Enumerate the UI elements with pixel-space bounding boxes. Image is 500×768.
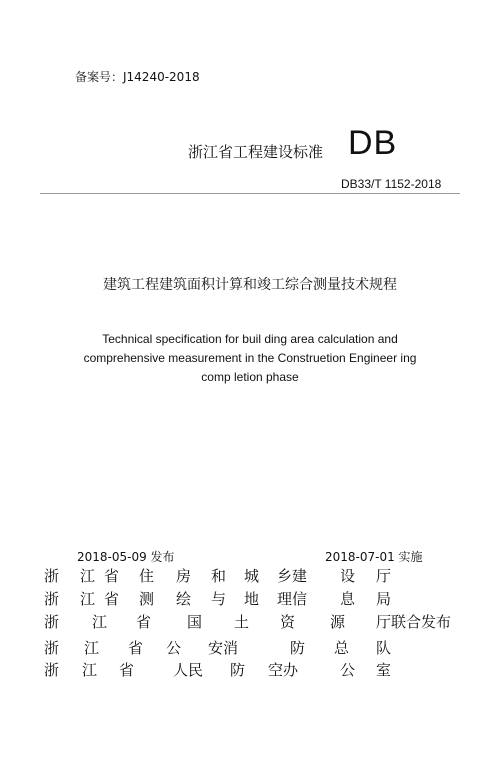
issuer-char: 土 xyxy=(234,613,250,631)
issuer-char: 浙 xyxy=(44,613,60,631)
issuer-char: 与 xyxy=(211,590,227,608)
issuer-char: 源 xyxy=(330,613,346,631)
issuer-char: 乡建 xyxy=(277,567,308,585)
issuer-char: 人民 xyxy=(173,661,204,679)
issuer-row-surveying xyxy=(44,588,464,608)
issuer-row-land xyxy=(44,611,464,631)
issuer-char: 防 xyxy=(290,639,306,657)
issuer-char: 城 xyxy=(244,567,260,585)
issuer-char: 息 xyxy=(340,590,356,608)
record-number: 备案号：J14240-2018 xyxy=(75,70,200,84)
issuer-char: 省 xyxy=(136,613,152,631)
issuer-row-civil-defense xyxy=(44,659,464,679)
issuer-char: 省 xyxy=(128,639,144,657)
issuer-char: 国 xyxy=(187,613,203,631)
title-english-line: comp letion phase xyxy=(201,370,299,384)
issuer-char: 公 xyxy=(340,661,356,679)
title-english xyxy=(40,330,460,387)
issuer-char: 防 xyxy=(230,661,246,679)
title-english-line: Technical specification for buil ding area calculation and xyxy=(102,332,398,346)
issuer-row-fire xyxy=(44,637,464,657)
title-chinese: 建筑工程建筑面积计算和竣工综合测量技术规程 xyxy=(103,277,397,293)
issuer-row-housing xyxy=(44,565,464,585)
issuer-char: 厅 xyxy=(376,567,392,585)
issue-date: 2018-05-09 发布 xyxy=(77,550,175,564)
issuer-char: 安消 xyxy=(208,639,239,657)
issuer-char: 资 xyxy=(280,613,296,631)
issuer-char: 江 xyxy=(84,639,100,657)
standard-name: 浙江省工程建设标准 xyxy=(188,143,324,161)
issuer-char: 和 xyxy=(211,567,227,585)
implementation-date: 2018-07-01 实施 xyxy=(325,550,423,564)
issuer-char: 厅联合发布 xyxy=(376,613,452,631)
issuer-char: 省 xyxy=(104,567,120,585)
standard-code: DB xyxy=(348,124,398,162)
issuer-char: 省 xyxy=(104,590,120,608)
issuer-char: 绘 xyxy=(176,590,192,608)
issuer-char: 空办 xyxy=(268,661,299,679)
issuer-char: 住 xyxy=(139,567,155,585)
issuer-char: 浙 xyxy=(44,661,60,679)
issuer-char: 江 xyxy=(92,613,108,631)
issuer-char: 地 xyxy=(244,590,260,608)
issuer-char: 浙 xyxy=(44,590,60,608)
issuer-char: 室 xyxy=(376,661,392,679)
issuer-char: 队 xyxy=(376,639,392,657)
standard-number: DB33/T 1152-2018 xyxy=(341,177,442,191)
issuer-char: 江 xyxy=(82,661,98,679)
issuer-char: 设 xyxy=(340,567,356,585)
issuer-char: 浙 xyxy=(44,639,60,657)
issuer-char: 理信 xyxy=(277,590,308,608)
issuer-char: 总 xyxy=(334,639,350,657)
issuer-char: 江 xyxy=(80,567,96,585)
issuer-char: 省 xyxy=(119,661,135,679)
issuer-char: 江 xyxy=(80,590,96,608)
issuer-char: 测 xyxy=(139,590,155,608)
issuer-char: 浙 xyxy=(44,567,60,585)
issuer-char: 局 xyxy=(376,590,392,608)
title-english-line: comprehensive measurement in the Construetion Engineer ing xyxy=(83,351,417,365)
header-divider xyxy=(40,193,460,194)
issuer-char: 房 xyxy=(176,567,192,585)
issuer-char: 公 xyxy=(166,639,182,657)
